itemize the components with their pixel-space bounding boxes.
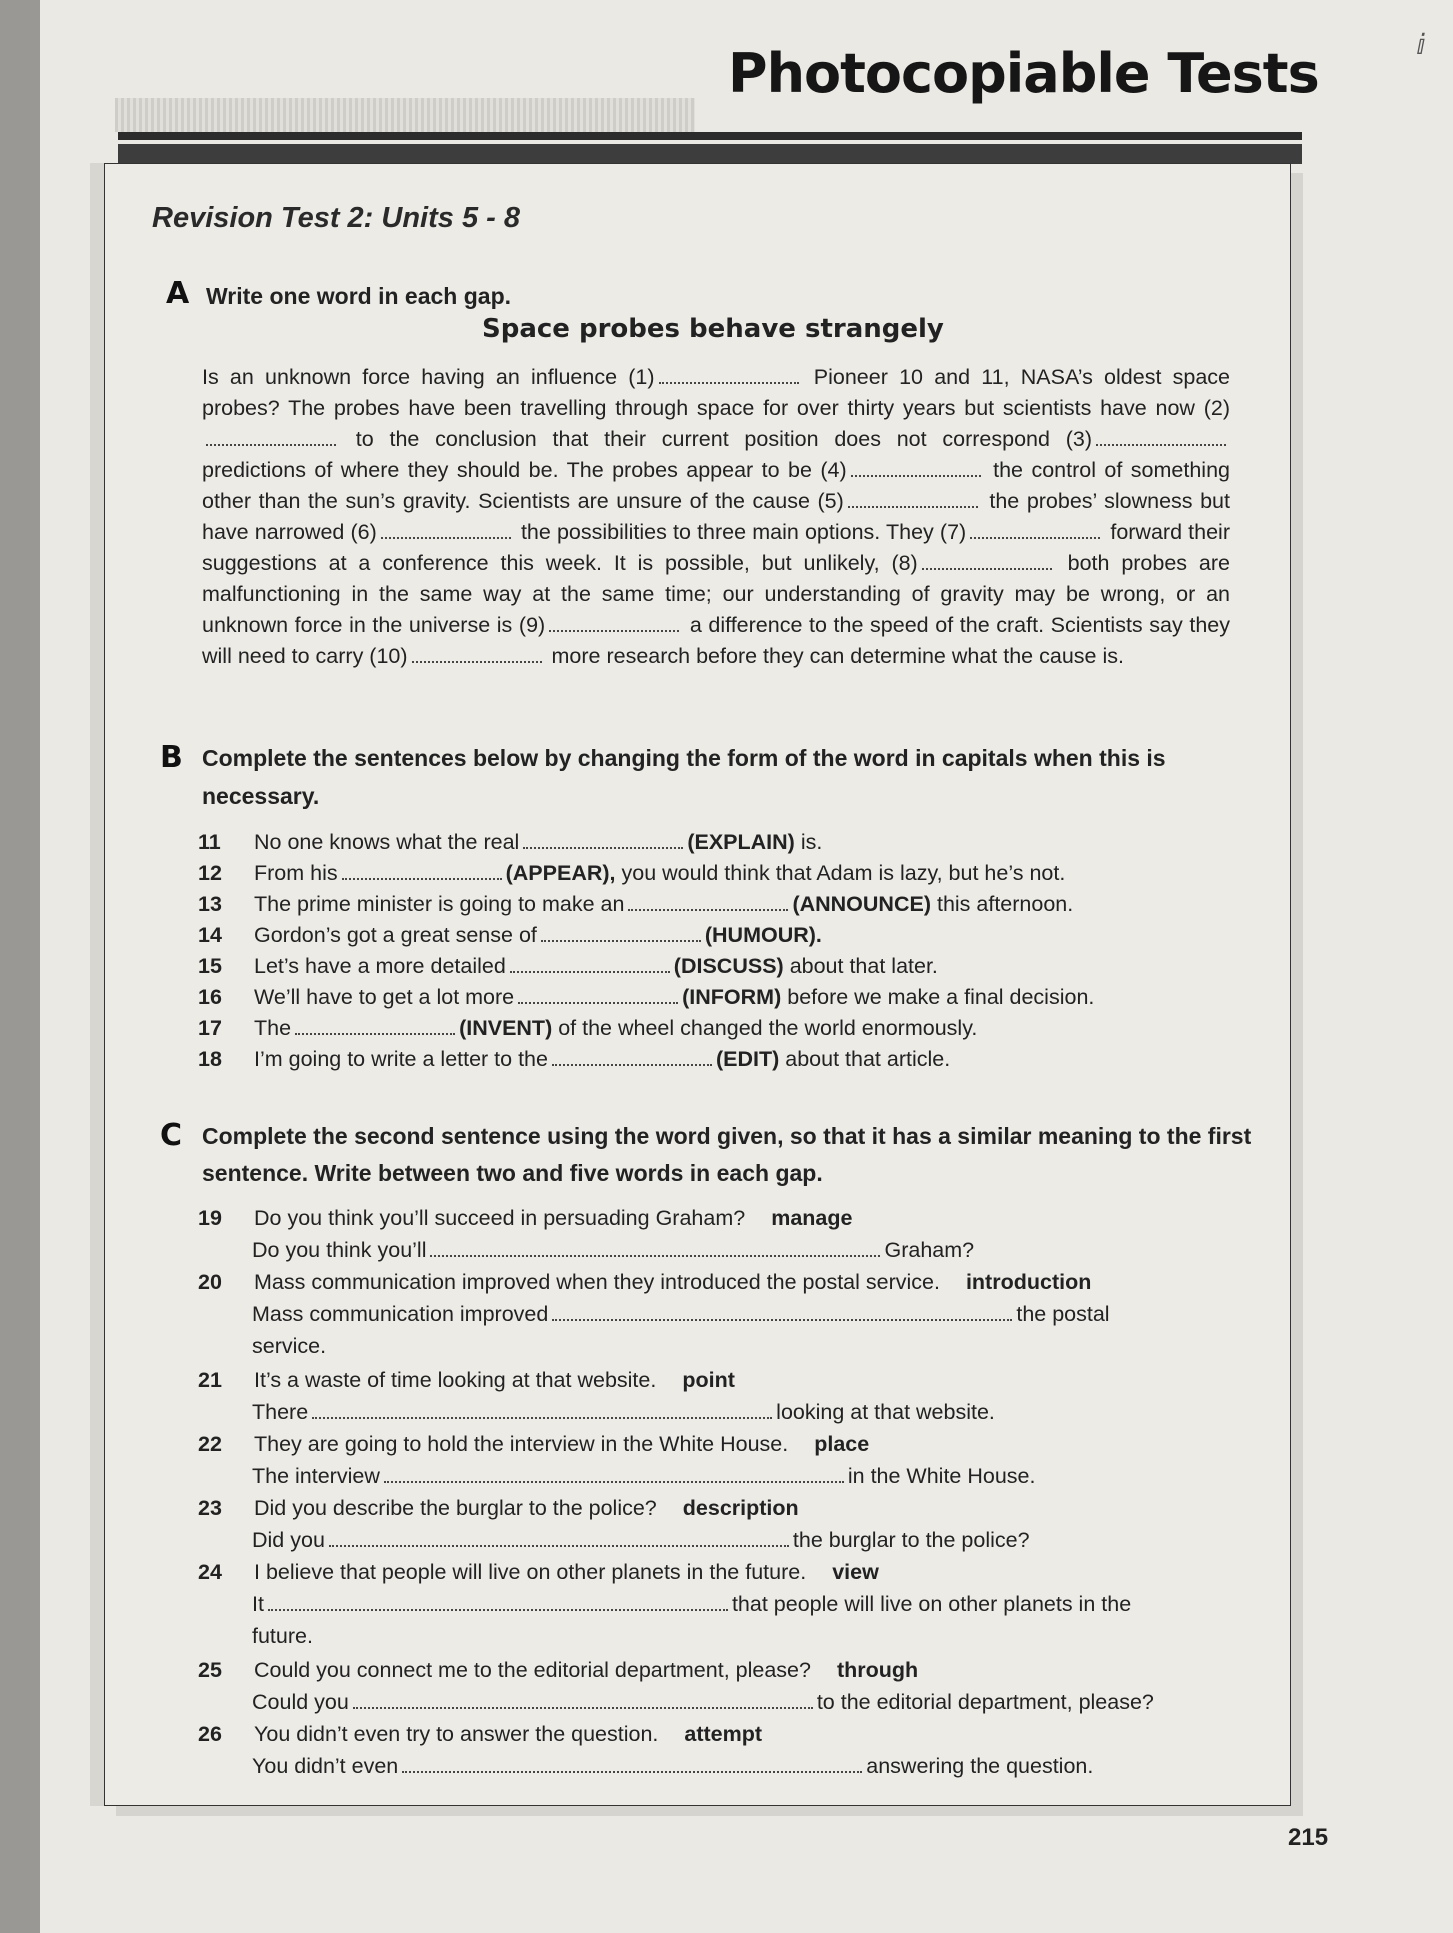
key-word: place bbox=[814, 1432, 870, 1456]
passage-segment: the possibilities to three main options. They (7) bbox=[520, 520, 967, 544]
gap-3[interactable] bbox=[1096, 430, 1226, 446]
exercise-item-13: 13 The prime minister is going to make an (ANNOUNCE) this afternoon. bbox=[198, 892, 1074, 916]
answer-gap[interactable] bbox=[518, 988, 678, 1004]
exercise-item-15: 15 Let’s have a more detailed (DISCUSS) about that later. bbox=[198, 954, 938, 978]
answer-gap[interactable] bbox=[312, 1403, 772, 1419]
answer-gap[interactable] bbox=[628, 895, 788, 911]
exercise-item-21: 21 It’s a waste of time looking at that website. point bbox=[198, 1368, 735, 1392]
section-c-instruction-line2: sentence. Write between two and five words in each gap. bbox=[202, 1160, 823, 1186]
gap-6[interactable] bbox=[381, 523, 511, 539]
gap-9[interactable] bbox=[549, 616, 679, 632]
passage-title: Space probes behave strangely bbox=[482, 314, 944, 344]
transform-line-20-wrap: service. bbox=[252, 1334, 327, 1358]
passage-text bbox=[202, 362, 1230, 672]
section-b-instruction-line2: necessary. bbox=[202, 783, 320, 809]
key-word: manage bbox=[771, 1206, 853, 1230]
section-a-letter: A bbox=[166, 276, 190, 311]
transform-line-20: Mass communication improved the postal bbox=[252, 1302, 1110, 1326]
key-word: introduction bbox=[965, 1270, 1092, 1294]
passage-segment: the control of something other than the sun’s gravity. Scientists are unsure of the cause (5) bbox=[202, 458, 1230, 513]
passage-segment: Is an unknown force having an influence (1) bbox=[202, 365, 655, 389]
answer-gap[interactable] bbox=[430, 1241, 880, 1257]
transform-line-23: Did you the burglar to the police? bbox=[252, 1528, 1030, 1552]
answer-gap[interactable] bbox=[384, 1467, 844, 1483]
passage-segment: a difference to the speed of the craft. Scientists say they will need to carry (10) bbox=[202, 613, 1230, 668]
passage-segment: both probes are malfunctioning in the same way at the same time; our understanding of gravity may be wrong, or an unknown force in the universe is (9) bbox=[202, 551, 1230, 637]
exercise-item-24: 24 I believe that people will live on other planets in the future. view bbox=[198, 1560, 879, 1584]
answer-gap[interactable] bbox=[268, 1595, 728, 1611]
page-header-title: Photocopiable Tests bbox=[728, 42, 1319, 105]
answer-gap[interactable] bbox=[510, 957, 670, 973]
answer-gap[interactable] bbox=[295, 1019, 455, 1035]
key-word: through bbox=[836, 1658, 919, 1682]
passage-segment: more research before they can determine what the cause is. bbox=[551, 644, 1124, 668]
exercise-item-23: 23 Did you describe the burglar to the police? description bbox=[198, 1496, 799, 1520]
exercise-item-12: 12 From his (APPEAR), you would think that Adam is lazy, but he’s not. bbox=[198, 861, 1066, 885]
gap-10[interactable] bbox=[412, 647, 542, 663]
passage-segment: the probes’ slowness but have narrowed (6) bbox=[202, 489, 1230, 544]
header-rule bbox=[118, 132, 1302, 140]
transform-line-25: Could you to the editorial department, please? bbox=[252, 1690, 1154, 1714]
key-word: attempt bbox=[684, 1722, 763, 1746]
page-number: 215 bbox=[1288, 1824, 1329, 1851]
gap-8[interactable] bbox=[922, 554, 1052, 570]
transform-line-22: The interview in the White House. bbox=[252, 1464, 1036, 1488]
corner-mark-icon: ⅈ bbox=[1416, 29, 1426, 60]
answer-gap[interactable] bbox=[541, 926, 701, 942]
transform-line-24-wrap: future. bbox=[252, 1624, 313, 1648]
gap-4[interactable] bbox=[851, 461, 981, 477]
gap-2[interactable] bbox=[206, 430, 336, 446]
section-a-instruction: Write one word in each gap. bbox=[206, 283, 512, 309]
section-b-instruction-line1: Complete the sentences below by changing the form of the word in capitals when this is bbox=[202, 745, 1166, 771]
transform-line-24: It that people will live on other planets in the bbox=[252, 1592, 1132, 1616]
transform-line-26: You didn’t even answering the question. bbox=[252, 1754, 1094, 1778]
answer-gap[interactable] bbox=[342, 864, 502, 880]
exercise-item-19: 19 Do you think you’ll succeed in persuading Graham? manage bbox=[198, 1206, 853, 1230]
gap-5[interactable] bbox=[848, 492, 978, 508]
exercise-item-22: 22 They are going to hold the interview in the White House. place bbox=[198, 1432, 870, 1456]
section-c-letter: C bbox=[160, 1118, 183, 1153]
exercise-item-25: 25 Could you connect me to the editorial department, please? through bbox=[198, 1658, 919, 1682]
header-rule-shadow bbox=[118, 144, 1302, 164]
section-c-instruction-line1: Complete the second sentence using the word given, so that it has a similar meaning to the first bbox=[202, 1123, 1252, 1149]
exercise-item-17: 17 The (INVENT) of the wheel changed the world enormously. bbox=[198, 1016, 978, 1040]
exercise-item-18: 18 I’m going to write a letter to the (EDIT) about that article. bbox=[198, 1047, 951, 1071]
answer-gap[interactable] bbox=[329, 1531, 789, 1547]
transform-line-21: There looking at that website. bbox=[252, 1400, 995, 1424]
transform-line-19: Do you think you’ll Graham? bbox=[252, 1238, 975, 1262]
passage-segment: predictions of where they should be. The probes appear to be (4) bbox=[202, 458, 847, 482]
exercise-item-16: 16 We’ll have to get a lot more (INFORM) before we make a final decision. bbox=[198, 985, 1095, 1009]
header-decor-stripe bbox=[115, 98, 695, 132]
gap-1[interactable] bbox=[659, 368, 799, 384]
answer-gap[interactable] bbox=[552, 1050, 712, 1066]
answer-gap[interactable] bbox=[353, 1693, 813, 1709]
gap-7[interactable] bbox=[970, 523, 1100, 539]
answer-gap[interactable] bbox=[402, 1757, 862, 1773]
answer-gap[interactable] bbox=[523, 833, 683, 849]
exercise-item-11: 11 No one knows what the real (EXPLAIN) is. bbox=[198, 830, 823, 854]
key-word: view bbox=[832, 1560, 879, 1584]
test-title: Revision Test 2: Units 5 - 8 bbox=[152, 202, 520, 234]
answer-gap[interactable] bbox=[552, 1305, 1012, 1321]
passage-segment: to the conclusion that their current position does not correspond (3) bbox=[355, 427, 1092, 451]
exercise-item-20: 20 Mass communication improved when they introduced the postal service. introduction bbox=[198, 1270, 1092, 1294]
key-word: point bbox=[682, 1368, 735, 1392]
exercise-item-14: 14 Gordon’s got a great sense of (HUMOUR). bbox=[198, 923, 822, 947]
key-word: description bbox=[682, 1496, 799, 1520]
passage-segment: Pioneer 10 and 11, NASA’s oldest space probes? The probes have been travelling through space for over thirty years but scientists have now (2) bbox=[202, 365, 1231, 420]
exercise-item-26: 26 You didn’t even try to answer the question. attempt bbox=[198, 1722, 763, 1746]
passage-segment: forward their suggestions at a conference this week. It is possible, but unlikely, (8) bbox=[202, 520, 1230, 575]
section-b-letter: B bbox=[160, 740, 183, 775]
